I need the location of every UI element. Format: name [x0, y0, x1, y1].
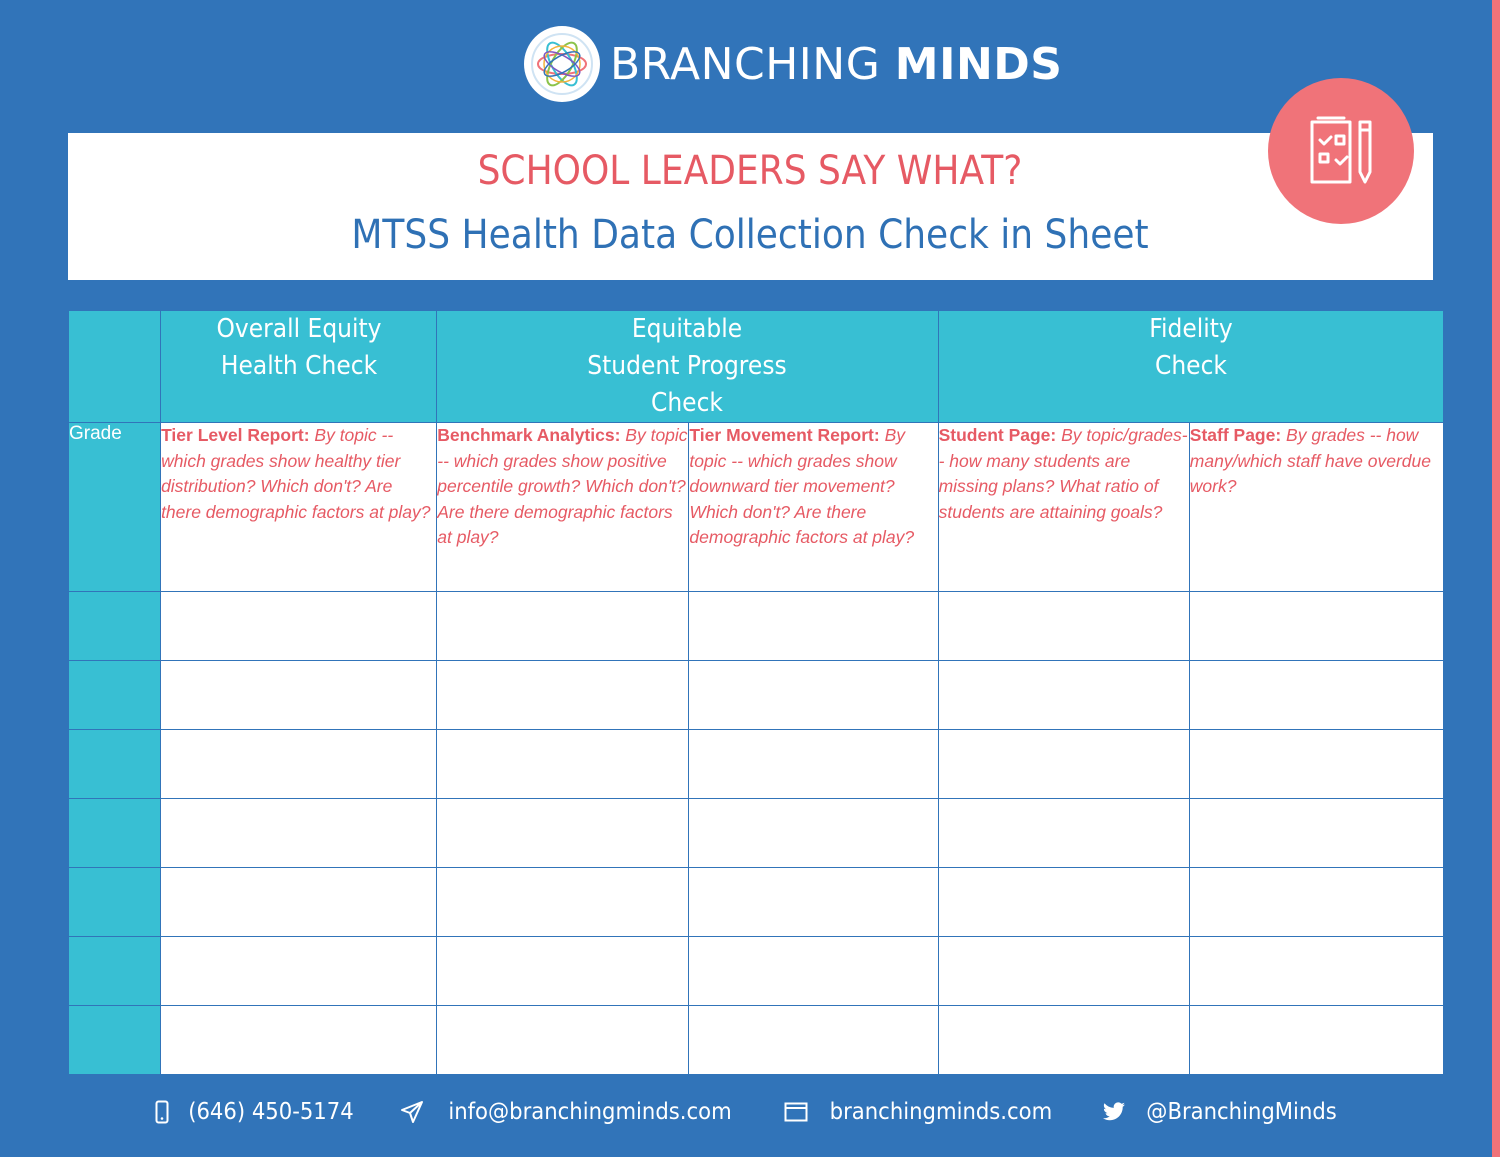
grade-cell[interactable]	[69, 661, 161, 730]
entry-cell[interactable]	[1189, 799, 1443, 868]
entry-cell[interactable]	[689, 799, 938, 868]
table-row	[69, 1006, 1444, 1075]
checklist-badge	[1268, 78, 1414, 224]
corner-cell	[69, 311, 161, 423]
entry-cell[interactable]	[938, 1006, 1189, 1075]
header-row	[69, 311, 1444, 423]
headline: SCHOOL LEADERS SAY WHAT?	[477, 148, 1023, 194]
desc-benchmark-analytics	[437, 423, 689, 592]
entry-rows	[69, 592, 1444, 1075]
send-icon	[400, 1100, 424, 1124]
grade-cell[interactable]	[69, 592, 161, 661]
entry-cell[interactable]	[437, 661, 689, 730]
entry-cell[interactable]	[161, 868, 437, 937]
desc-lead: Tier Level Report:	[161, 425, 310, 445]
entry-cell[interactable]	[689, 661, 938, 730]
entry-cell[interactable]	[1189, 730, 1443, 799]
desc-text: By grades -- how many/which staff have overdue work?	[1189, 425, 1432, 496]
brand-name-bold: MINDS	[894, 38, 1063, 90]
grade-cell[interactable]	[69, 1006, 161, 1075]
email-text: info@branchingminds.com	[448, 1099, 733, 1125]
subtitle: MTSS Health Data Collection Check in Sheet	[351, 212, 1149, 258]
desc-lead: Tier Movement Report:	[689, 425, 880, 445]
entry-cell[interactable]	[161, 937, 437, 1006]
entry-cell[interactable]	[938, 592, 1189, 661]
desc-text: By topic/grades-- how many students are missing plans? What ratio of students are attaining goals?	[938, 425, 1188, 522]
entry-cell[interactable]	[938, 730, 1189, 799]
desc-text: By topic -- which grades show downward tier movement? Which don't? Are there demographic factors at play?	[689, 425, 915, 547]
grade-cell[interactable]	[69, 799, 161, 868]
header-overall-equity: Overall Equity Health Check	[161, 311, 437, 423]
grade-cell[interactable]	[69, 937, 161, 1006]
phone-text: (646) 450-5174	[187, 1099, 354, 1125]
entry-cell[interactable]	[161, 799, 437, 868]
desc-student-page	[938, 423, 1189, 592]
table-row	[69, 730, 1444, 799]
entry-cell[interactable]	[938, 661, 1189, 730]
table-row	[69, 868, 1444, 937]
header-equitable-progress: Equitable Student Progress Check	[437, 311, 938, 423]
phone-icon	[155, 1100, 169, 1124]
contact-footer	[0, 1094, 1500, 1130]
entry-cell[interactable]	[437, 868, 689, 937]
checklist-pencil-icon	[1306, 114, 1376, 188]
entry-cell[interactable]	[161, 1006, 437, 1075]
desc-tier-level-report	[161, 423, 437, 592]
entry-cell[interactable]	[1189, 937, 1443, 1006]
entry-cell[interactable]	[689, 592, 938, 661]
entry-cell[interactable]	[1189, 1006, 1443, 1075]
table-row	[69, 661, 1444, 730]
description-row	[69, 423, 1444, 592]
entry-cell[interactable]	[689, 937, 938, 1006]
twitter-text: @BranchingMinds	[1146, 1099, 1338, 1125]
grade-cell[interactable]	[69, 730, 161, 799]
footer-website[interactable]	[784, 1099, 1062, 1125]
header-fidelity: Fidelity Check	[938, 311, 1443, 423]
twitter-icon	[1102, 1102, 1126, 1122]
entry-cell[interactable]	[437, 799, 689, 868]
desc-tier-movement-report	[689, 423, 938, 592]
entry-cell[interactable]	[689, 730, 938, 799]
entry-cell[interactable]	[1189, 661, 1443, 730]
entry-cell[interactable]	[938, 799, 1189, 868]
desc-lead: Student Page:	[938, 425, 1057, 445]
entry-cell[interactable]	[1189, 868, 1443, 937]
desc-lead: Staff Page:	[1189, 425, 1282, 445]
desc-text: By topic -- which grades show healthy tier distribution? Which don't? Are there demographic factors at play?	[161, 425, 431, 522]
entry-cell[interactable]	[938, 868, 1189, 937]
table-row	[69, 937, 1444, 1006]
entry-cell[interactable]	[437, 937, 689, 1006]
desc-text: By topic -- which grades show positive percentile growth? Which don't? Are there demographic factors at play?	[437, 425, 688, 547]
table-row	[69, 799, 1444, 868]
entry-cell[interactable]	[437, 1006, 689, 1075]
footer-phone[interactable]	[155, 1099, 361, 1125]
entry-cell[interactable]	[437, 730, 689, 799]
brand-logo	[524, 24, 1063, 104]
grade-cell[interactable]	[69, 868, 161, 937]
table-row	[69, 592, 1444, 661]
entry-cell[interactable]	[161, 730, 437, 799]
entry-cell[interactable]	[161, 661, 437, 730]
entry-cell[interactable]	[161, 592, 437, 661]
logo-mark-icon	[524, 26, 600, 102]
website-text: branchingminds.com	[830, 1099, 1053, 1125]
entry-cell[interactable]	[1189, 592, 1443, 661]
entry-cell[interactable]	[938, 937, 1189, 1006]
desc-lead: Benchmark Analytics:	[437, 425, 621, 445]
footer-email[interactable]	[400, 1099, 744, 1125]
brand-name	[610, 39, 1063, 90]
check-in-table	[68, 310, 1444, 1075]
right-accent-strip	[1492, 0, 1500, 1157]
entry-cell[interactable]	[437, 592, 689, 661]
browser-icon	[784, 1102, 808, 1122]
grade-label: Grade	[69, 423, 161, 592]
brand-name-light: BRANCHING	[610, 38, 881, 90]
entry-cell[interactable]	[689, 868, 938, 937]
desc-staff-page	[1189, 423, 1443, 592]
entry-cell[interactable]	[689, 1006, 938, 1075]
footer-twitter[interactable]	[1102, 1099, 1345, 1125]
